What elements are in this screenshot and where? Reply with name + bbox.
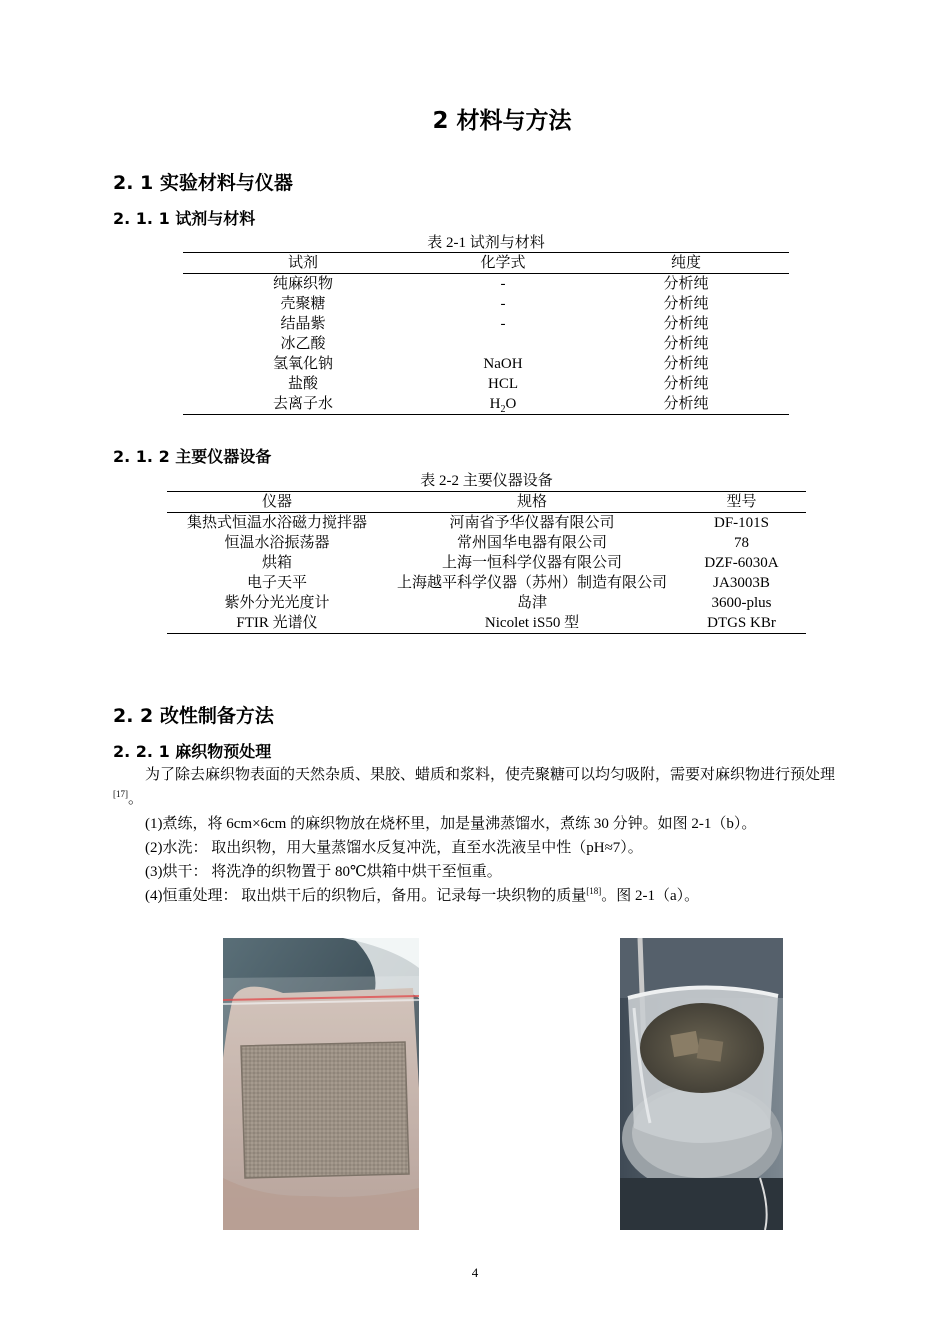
table-row: [167, 613, 806, 634]
table-cell: DTGS KBr: [677, 613, 806, 634]
table-row: [183, 294, 789, 314]
subsection-heading-2-1-1: 2. 1. 1 试剂与材料: [113, 209, 256, 228]
table-cell: DF-101S: [713, 515, 769, 531]
table-row: [183, 354, 789, 374]
water-formula-cell: $H_2O$: [423, 394, 583, 415]
table-cell: 去离子水: [183, 394, 423, 415]
table-cell: 纯麻织物: [272, 276, 333, 292]
table-cell: 紫外分光光度计: [224, 595, 330, 611]
table-cell: 岛津: [516, 595, 547, 611]
table-cell: 分析纯: [663, 356, 709, 372]
table-row: [167, 573, 806, 593]
table1-header-reagent: 试剂: [183, 253, 423, 274]
page-number: 4: [471, 1265, 479, 1280]
table-cell: 壳聚糖: [280, 296, 326, 312]
table-cell: 结晶紫: [280, 316, 326, 332]
section-heading-2-2: 2. 2 改性制备方法: [113, 705, 274, 727]
table-cell: 分析纯: [663, 376, 709, 392]
table2-header-spec: 规格: [387, 492, 677, 513]
table-cell: 氢氧化钠: [272, 356, 333, 372]
beaker-photo: [620, 938, 783, 1230]
table-cell: DZF-6030A: [704, 555, 779, 571]
table-row: [167, 553, 806, 573]
table-cell: Nicolet iS50 型: [387, 613, 677, 634]
table-cell: 盐酸: [287, 376, 318, 392]
table1-header-purity: 纯度: [583, 253, 789, 274]
table-cell: 78: [734, 535, 749, 551]
table2-header-model: 型号: [677, 492, 806, 513]
table-cell: 电子天平: [246, 575, 307, 591]
table-cell: JA3003B: [713, 575, 770, 591]
table-cell: -: [500, 296, 506, 312]
table-row: [167, 593, 806, 613]
table-row: [167, 513, 806, 534]
instruments-table: [167, 491, 806, 634]
table-cell: 分析纯: [663, 336, 709, 352]
subsection-heading-2-1-2: 2. 1. 2 主要仪器设备: [113, 447, 272, 466]
table2-header-instrument: 仪器: [167, 492, 387, 513]
step-3: (3)烘干： 将洗净的织物置于 80℃烘箱中烘干至恒重。: [145, 864, 502, 880]
table-cell: 分析纯: [583, 394, 789, 415]
table-row: [183, 314, 789, 334]
subsection-heading-2-2-1: 2. 2. 1 麻织物预处理: [113, 742, 272, 761]
table-cell: 上海越平科学仪器（苏州）制造有限公司: [396, 575, 667, 591]
table-row: [167, 533, 806, 553]
table-cell: 烘箱: [261, 555, 292, 571]
table-cell: [423, 334, 583, 354]
chapter-title: 2 材料与方法: [432, 108, 572, 134]
table-row: [183, 374, 789, 394]
table-cell: 上海一恒科学仪器有限公司: [441, 555, 622, 571]
table-cell: 分析纯: [663, 276, 709, 292]
table2-caption: 表 2-2 主要仪器设备: [420, 473, 553, 489]
table-cell: 恒温水浴振荡器: [224, 535, 330, 551]
reagents-table: [183, 252, 789, 415]
table1-header-formula: 化学式: [423, 253, 583, 274]
table-cell: FTIR 光谱仪: [167, 613, 387, 634]
table-cell: NaOH: [483, 356, 523, 372]
step-1: (1)煮练，将 6cm×6cm 的麻织物放在烧杯里，加是量沸蒸馏水，煮练 30 分钟。如图 2-1（b）。: [145, 816, 757, 832]
table-row: [183, 334, 789, 354]
table-cell: -: [500, 316, 506, 332]
intro-paragraph: 为了除去麻织物表面的天然杂质、果胶、蜡质和浆料，使壳聚糖可以均匀吸附，需要对麻织物进行预处理[17]。: [113, 767, 836, 807]
table1-caption: 表 2-1 试剂与材料: [427, 235, 545, 251]
table-cell: 分析纯: [663, 296, 709, 312]
step-4: (4)恒重处理： 取出烘干后的织物后，备用。记录每一块织物的质量[18]。图 2-1（a）。: [145, 886, 700, 904]
step-2: (2)水洗： 取出织物，用大量蒸馏水反复冲洗，直至水洗液呈中性（pH≈7）。: [145, 840, 643, 856]
table-cell: 河南省予华仪器有限公司: [449, 515, 615, 531]
table-cell: 冰乙酸: [280, 336, 326, 352]
table-cell: HCL: [488, 376, 518, 392]
table-cell: 常州国华电器有限公司: [456, 535, 607, 551]
table-cell: -: [500, 276, 506, 292]
fabric-photo: [223, 938, 419, 1230]
table-row: [183, 394, 789, 415]
table-cell: 集热式恒温水浴磁力搅拌器: [186, 515, 367, 531]
table-cell: 3600-plus: [711, 595, 772, 611]
table-row: [183, 274, 789, 295]
table-cell: 分析纯: [663, 316, 709, 332]
section-heading-2-1: 2. 1 实验材料与仪器: [113, 172, 293, 194]
